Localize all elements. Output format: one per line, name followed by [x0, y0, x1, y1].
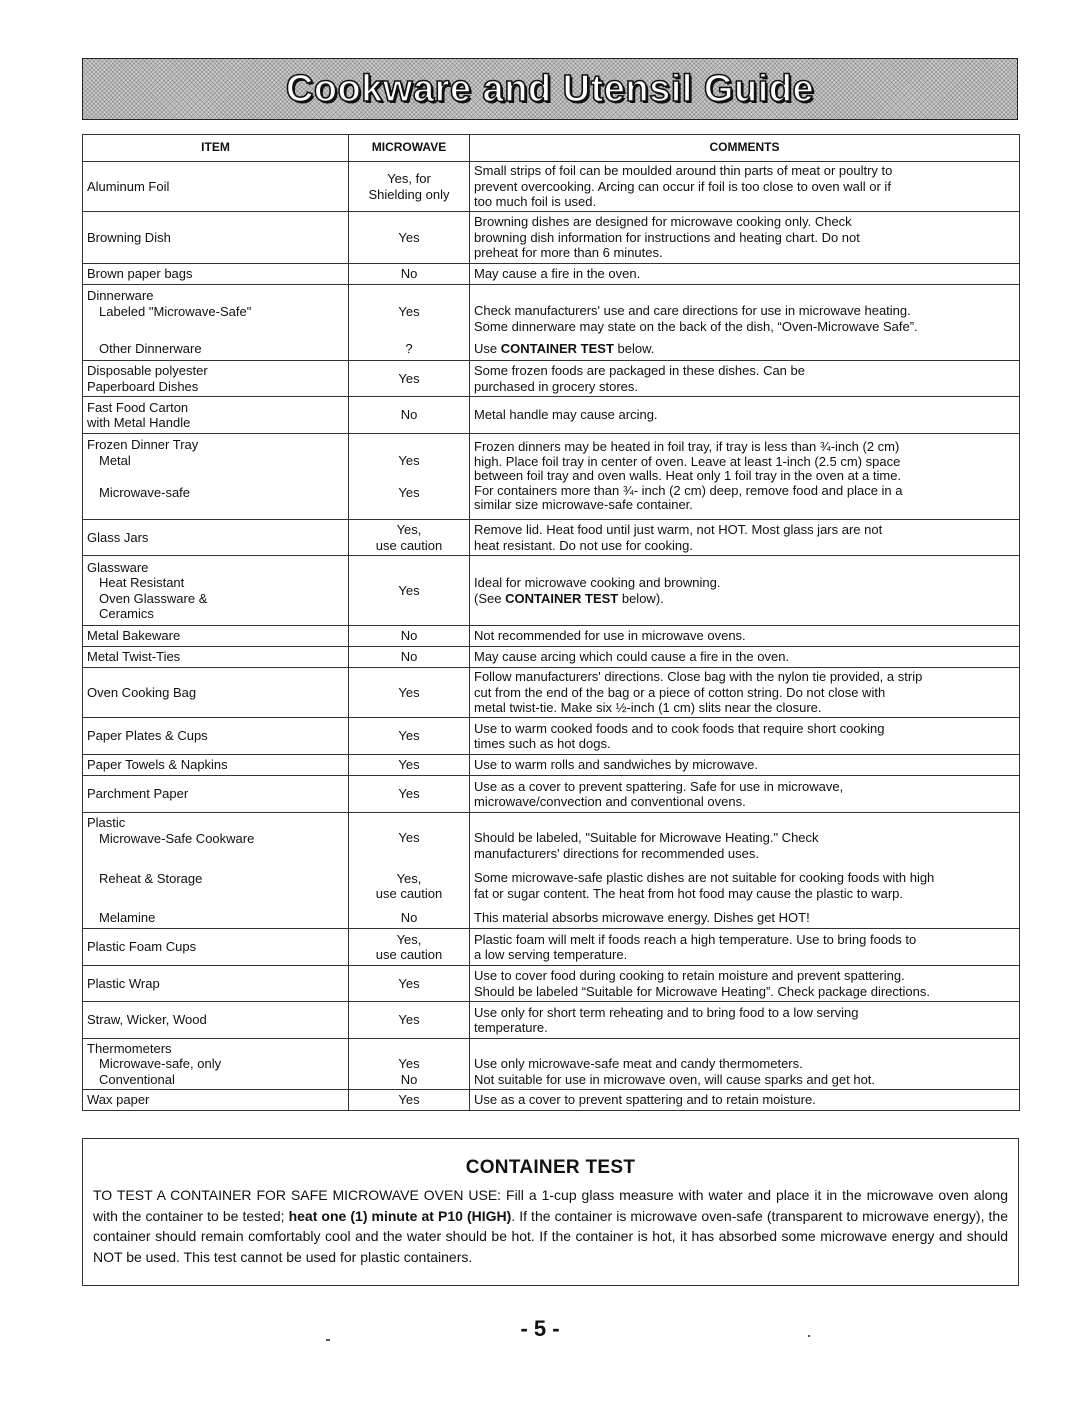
item-cell: Brown paper bags [83, 264, 349, 285]
microwave-cell: No [349, 626, 470, 647]
comments-cell: Frozen dinners may be heated in foil tray, if tray is less than ¾-inch (2 cm) high. Place foil tray in center of oven. Leave at least 1-inch (2.5 cm) space between foil tray and oven walls. Heat only 1 foil tray in the oven at a time. For containers more than ¾- inch (2 cm) deep, remove food and place in a similar size microwave-safe container. [470, 434, 1020, 520]
comments-cell: Follow manufacturers' directions. Close bag with the nylon tie provided, a strip cut from the end of the bag or a piece of cotton string. Do not close with metal twist-tie. Make six ½-inch (1 cm) slits near the closure. [470, 668, 1020, 718]
comments-cell: Check manufacturers' use and care directions for use in microwave heating. Some dinnerware may state on the back of the dish, “Oven-Microwave Safe”. Use CONTAINER TEST below. [470, 285, 1020, 361]
table-row [83, 285, 1020, 361]
comments-cell: May cause a fire in the oven. [470, 264, 1020, 285]
microwave-cell: Yes [349, 755, 470, 776]
table-row [83, 212, 1020, 264]
page-number: - 5 - [520, 1316, 560, 1341]
comments-cell: Use only for short term reheating and to bring food to a low serving temperature. [470, 1002, 1020, 1039]
microwave-cell: Yes [349, 776, 470, 813]
microwave-cell: Yes, use caution [349, 520, 470, 556]
comments-cell: Plastic foam will melt if foods reach a high temperature. Use to bring foods to a low serving temperature. [470, 929, 1020, 966]
table-row [83, 1002, 1020, 1039]
item-cell: Wax paper [83, 1090, 349, 1111]
item-cell: Glass Jars [83, 520, 349, 556]
comments-cell: Use as a cover to prevent spattering. Safe for use in microwave, microwave/convection and conventional ovens. [470, 776, 1020, 813]
comments-cell: Remove lid. Heat food until just warm, not HOT. Most glass jars are not heat resistant. Do not use for cooking. [470, 520, 1020, 556]
item-cell: Dinnerware Labeled "Microwave-Safe" Other Dinnerware [83, 285, 349, 361]
comments-cell: Should be labeled, "Suitable for Microwave Heating." Check manufacturers' directions for recommended uses. Some microwave-safe plastic dishes are not suitable for cooking foods with high fat or sugar content. The heat from hot food may cause the plastic to warp. This material absorbs microwave energy. Dishes get HOT! [470, 813, 1020, 929]
comments-cell: Use as a cover to prevent spattering and to retain moisture. [470, 1090, 1020, 1111]
item-cell: Thermometers Microwave-safe, only Conventional [83, 1039, 349, 1090]
microwave-cell: No [349, 397, 470, 434]
item-cell: Browning Dish [83, 212, 349, 264]
table-header-row [83, 135, 1020, 162]
item-cell: Frozen Dinner Tray Metal Microwave-safe [83, 434, 349, 520]
table-row [83, 1090, 1020, 1111]
comments-cell: Use to warm cooked foods and to cook foods that require short cooking times such as hot dogs. [470, 718, 1020, 755]
header-item: ITEM [83, 135, 349, 162]
header-comments: COMMENTS [470, 135, 1020, 162]
microwave-cell: Yes, use caution [349, 929, 470, 966]
header-microwave: MICROWAVE [349, 135, 470, 162]
page-title: Cookware and Utensil Guide [285, 67, 815, 110]
microwave-cell: Yes [349, 1002, 470, 1039]
comments-cell: Metal handle may cause arcing. [470, 397, 1020, 434]
item-cell: Paper Towels & Napkins [83, 755, 349, 776]
comments-cell: Small strips of foil can be moulded around thin parts of meat or poultry to prevent overcooking. Arcing can occur if foil is too close to oven wall or if too much foil is used. [470, 162, 1020, 212]
table-row [83, 556, 1020, 626]
table-row [83, 264, 1020, 285]
comments-cell: May cause arcing which could cause a fire in the oven. [470, 647, 1020, 668]
table-row [83, 647, 1020, 668]
item-cell: Disposable polyester Paperboard Dishes [83, 361, 349, 397]
comments-cell: Browning dishes are designed for microwave cooking only. Check browning dish information for instructions and heating chart. Do not preheat for more than 6 minutes. [470, 212, 1020, 264]
table-row [83, 755, 1020, 776]
microwave-cell: Yes [349, 668, 470, 718]
table-row [83, 776, 1020, 813]
microwave-cell: Yes [349, 718, 470, 755]
container-test-heading: CONTAINER TEST [465, 1157, 636, 1178]
comments-cell: Ideal for microwave cooking and browning. (See CONTAINER TEST below). [470, 556, 1020, 626]
item-cell: Plastic Microwave-Safe Cookware Reheat & Storage Melamine [83, 813, 349, 929]
item-cell: Metal Bakeware [83, 626, 349, 647]
comments-cell: Not recommended for use in microwave ovens. [470, 626, 1020, 647]
comments-cell: Use only microwave-safe meat and candy thermometers. Not suitable for use in microwave oven, will cause sparks and get hot. [470, 1039, 1020, 1090]
microwave-cell: Yes, for Shielding only [349, 162, 470, 212]
table-row [83, 162, 1020, 212]
item-cell: Fast Food Carton with Metal Handle [83, 397, 349, 434]
comments-cell: Use to warm rolls and sandwiches by microwave. [470, 755, 1020, 776]
table-row [83, 668, 1020, 718]
item-cell: Glassware Heat Resistant Oven Glassware & Ceramics [83, 556, 349, 626]
microwave-cell: Yes [349, 212, 470, 264]
table-row [83, 626, 1020, 647]
item-cell: Oven Cooking Bag [83, 668, 349, 718]
cookware-table [82, 134, 1020, 1111]
microwave-cell: Yes No [349, 1039, 470, 1090]
container-test-box [82, 1138, 1019, 1286]
table-row [83, 929, 1020, 966]
scan-speck [326, 1339, 330, 1341]
title-banner [82, 58, 1018, 120]
table-row [83, 520, 1020, 556]
item-cell: Metal Twist-Ties [83, 647, 349, 668]
microwave-cell: Yes [349, 361, 470, 397]
table-row [83, 397, 1020, 434]
microwave-cell: Yes Yes [349, 434, 470, 520]
comments-cell: Some frozen foods are packaged in these dishes. Can be purchased in grocery stores. [470, 361, 1020, 397]
table-row [83, 813, 1020, 929]
microwave-cell: Yes ? [349, 285, 470, 361]
table-row [83, 966, 1020, 1002]
item-cell: Plastic Wrap [83, 966, 349, 1002]
table-row [83, 1039, 1020, 1090]
comments-cell: Use to cover food during cooking to retain moisture and prevent spattering. Should be labeled “Suitable for Microwave Heating”. Check package directions. [470, 966, 1020, 1002]
microwave-cell: Yes [349, 556, 470, 626]
microwave-cell: Yes Yes, use caution No [349, 813, 470, 929]
container-test-text: TO TEST A CONTAINER FOR SAFE MICROWAVE OVEN USE: Fill a 1-cup glass measure with water and place it in the microwave oven along with the container to be tested; heat one (1) minute at P10 (HIGH). If the container is microwave oven-safe (transparent to microwave energy), the container should remain comfortably cool and the water should be hot. If the container is hot, it has absorbed some microwave energy and should NOT be used. This test cannot be used for plastic containers. [93, 1187, 1008, 1265]
item-cell: Parchment Paper [83, 776, 349, 813]
scan-speck [808, 1335, 810, 1337]
table-row [83, 434, 1020, 520]
microwave-cell: Yes [349, 966, 470, 1002]
microwave-cell: No [349, 647, 470, 668]
item-cell: Aluminum Foil [83, 162, 349, 212]
item-cell: Plastic Foam Cups [83, 929, 349, 966]
microwave-cell: No [349, 264, 470, 285]
microwave-cell: Yes [349, 1090, 470, 1111]
item-cell: Straw, Wicker, Wood [83, 1002, 349, 1039]
table-row [83, 718, 1020, 755]
item-cell: Paper Plates & Cups [83, 718, 349, 755]
table-row [83, 361, 1020, 397]
